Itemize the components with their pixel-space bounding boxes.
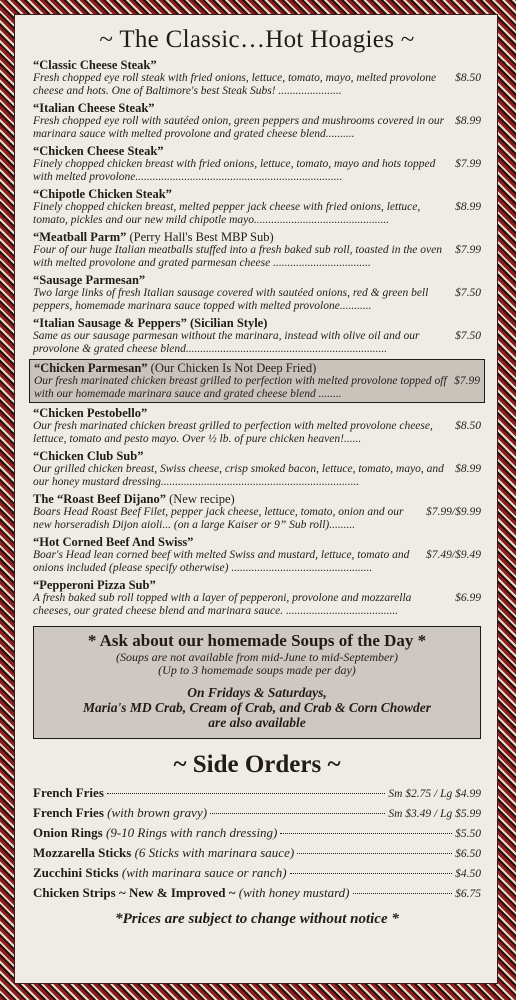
dot-leader <box>280 833 452 834</box>
menu-item <box>33 535 481 575</box>
menu-item-price: $7.99/$9.99 <box>426 506 481 518</box>
price-disclaimer: *Prices are subject to change without notice * <box>115 911 399 927</box>
menu-item <box>33 58 481 98</box>
menu-item-name <box>33 316 481 330</box>
menu-item-description <box>33 158 481 184</box>
soup-line-3: are also available <box>208 715 306 730</box>
menu-item <box>33 144 481 184</box>
dot-leader <box>290 873 453 874</box>
side-order-title: Zucchini Sticks <box>33 865 119 880</box>
side-order-price: $6.75 <box>455 888 481 900</box>
side-order-row <box>33 825 481 841</box>
dot-leader <box>107 793 385 794</box>
side-order-price: $5.50 <box>455 828 481 840</box>
menu-item <box>29 359 485 403</box>
menu-item-name <box>33 449 481 463</box>
menu-item-price: $7.99 <box>455 244 481 256</box>
menu-item-name <box>33 230 481 244</box>
menu-item-price: $7.50 <box>455 330 481 342</box>
menu-item <box>33 187 481 227</box>
side-order-price: Sm $2.75 / Lg $4.99 <box>388 788 481 800</box>
menu-item-description <box>33 244 481 270</box>
menu-item-description <box>33 420 481 446</box>
menu-item-desc-text: Same as our sausage parmesan without the marinara, instead with olive oil and our provolone & grated cheese blend...................................................................... <box>33 330 420 355</box>
menu-item-title: “Italian Cheese Steak” <box>33 101 155 115</box>
side-order-row <box>33 885 481 901</box>
menu-item-price: $6.99 <box>455 592 481 604</box>
menu-item-description <box>33 115 481 141</box>
menu-item-desc-text: Four of our huge Italian meatballs stuffed into a fresh baked sub roll, toasted in the oven with melted provolone and grated parmesan cheese .................................. <box>33 244 442 269</box>
menu-item-price: $8.99 <box>455 201 481 213</box>
side-order-name <box>33 805 207 821</box>
side-order-row <box>33 865 481 881</box>
menu-item-title: “Sausage Parmesan” <box>33 273 146 287</box>
side-order-desc: (with honey mustard) <box>235 885 350 900</box>
menu-item-price: $8.50 <box>455 72 481 84</box>
menu-item-desc-text: Two large links of fresh Italian sausage covered with sautéed onions, red & green bell peppers, homemade marinara sauce topped with melted provolone........... <box>33 287 429 312</box>
menu-item-title: “Chicken Parmesan” <box>34 361 148 375</box>
menu-item-price: $7.99 <box>455 158 481 170</box>
soup-note-1: (Soups are not available from mid-June to mid-September) <box>115 650 399 664</box>
side-order-row <box>33 785 481 801</box>
menu-item-price: $8.50 <box>455 420 481 432</box>
side-order-row <box>33 805 481 821</box>
side-order-desc: (with marinara sauce or ranch) <box>118 865 287 880</box>
soup-box <box>33 626 481 739</box>
menu-item-title: “Chipotle Chicken Steak” <box>33 187 172 201</box>
side-order-price: $6.50 <box>455 848 481 860</box>
side-order-price: $4.50 <box>455 868 481 880</box>
soup-line-1: On Fridays & Saturdays, <box>187 685 327 700</box>
menu-item-desc-text: Our fresh marinated chicken breast grilled to perfection with melted provolone cheese, lettuce, tomato and pesto mayo. Over ½ lb. of pure chicken heaven!...... <box>33 420 433 445</box>
menu-item <box>33 316 481 356</box>
side-order-name <box>33 785 104 801</box>
menu-item-name <box>33 101 481 115</box>
menu-item-note: (New recipe) <box>165 492 235 506</box>
menu-item-title: “Chicken Pestobello” <box>33 406 148 420</box>
menu-item-price: $7.99 <box>454 375 480 387</box>
side-order-price: Sm $3.49 / Lg $5.99 <box>388 808 481 820</box>
side-order-name <box>33 885 350 901</box>
menu-item-name <box>33 406 481 420</box>
section-title-hot-hoagies: ~ The Classic…Hot Hoagies ~ <box>99 26 415 53</box>
menu-item-description <box>34 375 480 401</box>
menu-item-desc-text: Fresh chopped eye roll with sautéed onion, green peppers and mushrooms covered in our marinara sauce with melted provolone and grated cheese blend.......... <box>33 115 445 140</box>
dot-leader <box>353 893 453 894</box>
menu-item-description <box>33 330 481 356</box>
soup-line-2: Maria's MD Crab, Cream of Crab, and Crab & Corn Chowder <box>82 700 432 715</box>
side-orders-list <box>33 785 481 901</box>
side-order-title: French Fries <box>33 805 104 820</box>
menu-item-price: $8.99 <box>455 115 481 127</box>
menu-item-desc-text: Boars Head Roast Beef Filet, pepper jack cheese, lettuce, tomato, onion and our new horseradish Dijon aioli... (on a large Kaiser or 9” Sub roll)......... <box>33 506 404 531</box>
side-order-row <box>33 845 481 861</box>
menu-item-name <box>33 187 481 201</box>
menu-item-price: $7.50 <box>455 287 481 299</box>
menu-item-desc-text: Our fresh marinated chicken breast grilled to perfection with melted provolone topped off with our homemade marinara sauce and grated cheese blend ........ <box>34 375 447 400</box>
side-order-title: Chicken Strips ~ New & Improved ~ <box>33 885 236 900</box>
menu-item-name <box>33 273 481 287</box>
soup-note-2: (Up to 3 homemade soups made per day) <box>158 663 356 677</box>
side-order-desc: (with brown gravy) <box>103 805 208 820</box>
menu-item-description <box>33 72 481 98</box>
menu-item-title: “Classic Cheese Steak” <box>33 58 157 72</box>
menu-item-name <box>33 492 481 506</box>
menu-item <box>33 449 481 489</box>
menu-item-name <box>33 144 481 158</box>
side-order-desc: (9-10 Rings with ranch dressing) <box>102 825 278 840</box>
menu-item-desc-text: Our grilled chicken breast, Swiss cheese, crisp smoked bacon, lettuce, tomato, mayo, and our honey mustard dressing..................................................................... <box>33 463 444 488</box>
menu-item-description <box>33 592 481 618</box>
menu-item <box>33 101 481 141</box>
menu-item-description <box>33 201 481 227</box>
menu-item <box>33 406 481 446</box>
menu-item-desc-text: A fresh baked sub roll topped with a layer of pepperoni, provolone and mozzarella cheeses, our grated cheese blend and marinara sauce. ....................................... <box>33 592 412 617</box>
hoagie-list <box>33 58 481 618</box>
menu-item-title: “Chicken Club Sub” <box>33 449 144 463</box>
side-order-title: French Fries <box>33 785 104 800</box>
menu-item-name <box>33 578 481 592</box>
menu-item-note: (Our Chicken Is Not Deep Fried) <box>147 361 317 375</box>
side-order-title: Onion Rings <box>33 825 103 840</box>
menu-item-title: The “Roast Beef Dijano” <box>33 492 166 506</box>
menu-item-description <box>33 549 481 575</box>
side-order-title: Mozzarella Sticks <box>33 845 132 860</box>
menu-item-description <box>33 287 481 313</box>
menu-item-note: (Perry Hall's Best MBP Sub) <box>126 230 274 244</box>
menu-item-description <box>33 506 481 532</box>
menu-item-title: “Meatball Parm” <box>33 230 127 244</box>
menu-paper <box>14 14 498 984</box>
menu-item-price: $8.99 <box>455 463 481 475</box>
side-order-desc: (6 Sticks with marinara sauce) <box>131 845 295 860</box>
side-order-name <box>33 845 294 861</box>
side-order-name <box>33 825 277 841</box>
menu-item-title: “Italian Sausage & Peppers” (Sicilian Style) <box>33 316 268 330</box>
menu-item-description <box>33 463 481 489</box>
menu-item-name <box>33 535 481 549</box>
menu-item-desc-text: Boar's Head lean corned beef with melted Swiss and mustard, lettuce, tomato and onions included (please specify otherwise) ................................................. <box>33 549 410 574</box>
menu-item-name <box>34 361 480 375</box>
menu-item-desc-text: Finely chopped chicken breast, melted pepper jack cheese with fried onions, lettuce, tomato, pickles and our new mild chipotle mayo............................................... <box>33 201 421 226</box>
menu-item <box>33 492 481 532</box>
side-order-name <box>33 865 287 881</box>
menu-item <box>33 578 481 618</box>
dot-leader <box>297 853 452 854</box>
menu-item-desc-text: Finely chopped chicken breast with fried onions, lettuce, tomato, mayo and hots topped with melted provolone........................................................................ <box>33 158 436 183</box>
section-title-side-orders: ~ Side Orders ~ <box>173 751 341 778</box>
dot-leader <box>210 813 385 814</box>
menu-item-price: $7.49/$9.49 <box>426 549 481 561</box>
soup-title: * Ask about our homemade Soups of the Day * <box>87 631 427 650</box>
menu-item-title: “Hot Corned Beef And Swiss” <box>33 535 194 549</box>
menu-item-title: “Chicken Cheese Steak” <box>33 144 164 158</box>
menu-item-desc-text: Fresh chopped eye roll steak with fried onions, lettuce, tomato, mayo, melted provolone cheese and hots. One of Baltimore's best Steak Subs! ...................... <box>33 72 437 97</box>
menu-item <box>33 230 481 270</box>
menu-item <box>33 273 481 313</box>
menu-item-name <box>33 58 481 72</box>
menu-item-title: “Pepperoni Pizza Sub” <box>33 578 156 592</box>
